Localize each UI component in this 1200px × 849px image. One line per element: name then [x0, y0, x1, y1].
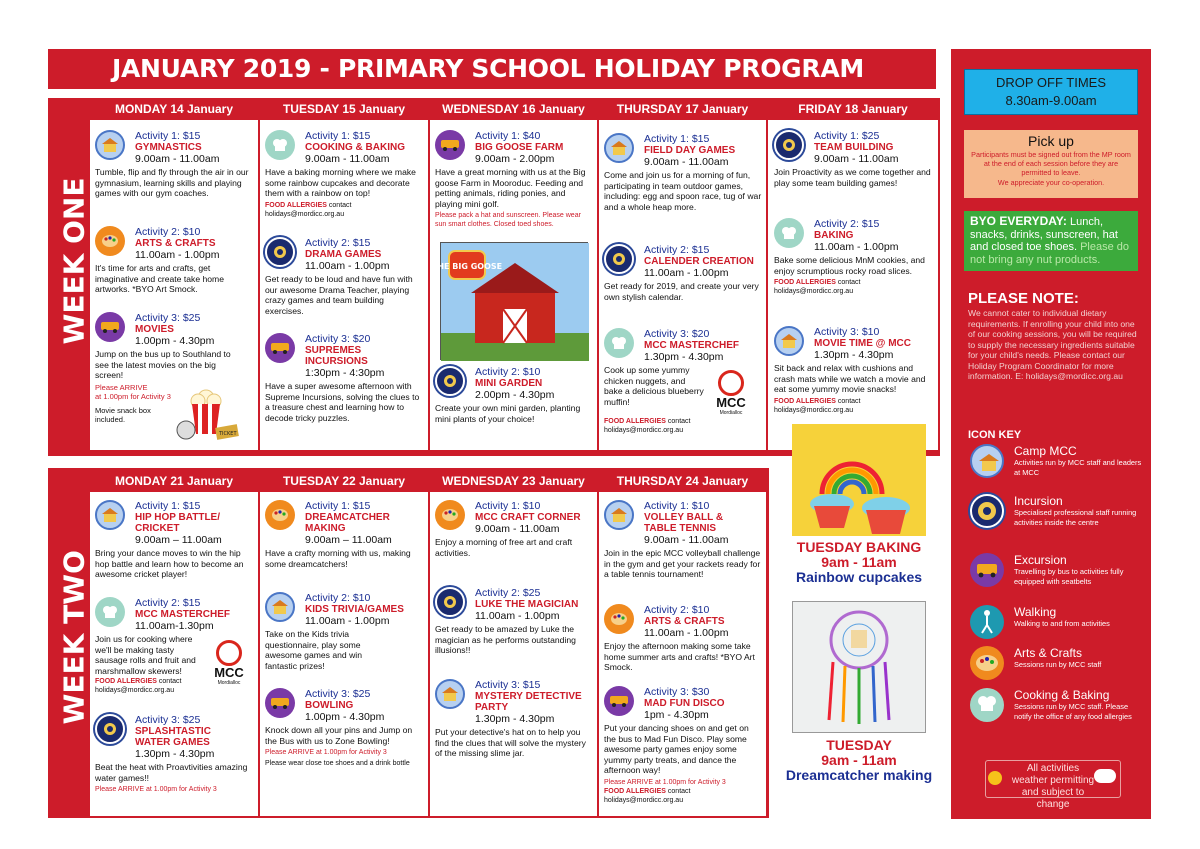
activity-mad-fun-disco: Activity 3: $30 MAD FUN DISCO 1pm - 4.30pm Put your dancing shoes on and get on the bus to Mad Fun Disco. Play some awesome party games enjoy some yummy party treats, and dance the afternoon way! Please ARRIVE at 1.00pm for Activity 3 FOOD ALLERGIES contact holidays@mordicc.org.au [604, 686, 749, 804]
activity-mcc-masterchef-2: Activity 2: $15 MCC MASTERCHEF 11.00am-1.30pm Join us for cooking where we'll be making tasty sausage rolls and fruit and marshmallow skewers! FOOD ALLERGIES contact holidays@mordicc.org.au [95, 597, 230, 694]
activity-splashtastic: Activity 3: $25 SPLASHTASTIC WATER GAMES 1.30pm - 4.30pm Beat the heat with Proavtivities amazing water games!! Please ARRIVE at 1.00pm for Activity 3 [95, 714, 248, 793]
pick-up-box: Pick up Participants must be signed out from the MP room at the end of each session before they are permitted to leave. We appreciate your co-operation. [964, 130, 1138, 198]
dreamcatcher-photo [792, 601, 926, 733]
activity-movies: Activity 3: $25 MOVIES 1.00pm - 4.30pm Jump on the bus up to Southland to see the latest movies on the big screen! Please ARRIVE at 1.00pm for Activity 3 Movie snack box included. [95, 312, 231, 424]
key-cooking-baking: Cooking & Baking Sessions run by MCC staff. Please notify the office of any food allergies [970, 688, 1145, 722]
rainbow-cupcakes-photo [792, 424, 926, 536]
incursion-icon [95, 714, 125, 744]
key-incursion: Incursion Specialised professional staff running activities inside the centre [970, 494, 1145, 528]
day-header: THURSDAY 24 January [599, 470, 766, 492]
chef-hat-icon [95, 597, 125, 627]
chef-hat-icon [604, 328, 634, 358]
camp-mcc-icon [435, 679, 465, 709]
day-header: TUESDAY 15 January [260, 98, 428, 120]
drop-off-times-box: DROP OFF TIMES 8.30am-9.00am [964, 69, 1138, 115]
key-camp-mcc: Camp MCC Activities run by MCC staff and leaders at MCC [970, 444, 1145, 478]
activity-volley-ball: Activity 1: $10 VOLLEY BALL & TABLE TENNIS 9.00am - 11.00am Join in the epic MCC volleyball challenge in the gym and get your rackets ready for a table tennis tournament! [604, 500, 761, 579]
day-header: TUESDAY 22 January [260, 470, 428, 492]
rain-cloud-icon [1094, 769, 1116, 783]
dreamcatcher-caption: TUESDAY 9am - 11am Dreamcatcher making [785, 737, 933, 783]
please-note-body: We cannot cater to individual dietary requirements. If enrolling your child into one of our cooking sessions, you will be required to supply the necessary ingredients suitable for your child's needs. Please contact our Holiday Program Coordinator for more information. E: holidays@mordicc.org.au [968, 308, 1137, 381]
activity-dreamcatcher-making: Activity 1: $15 DREAMCATCHER MAKING 9.00am – 11.00am Have a crafty morning with us, making some dreamcatchers! [265, 500, 411, 569]
chef-hat-icon [265, 130, 295, 160]
activity-arts-crafts: Activity 2: $10 ARTS & CRAFTS 11.00am - 1.00pm It's time for arts and crafts, get imaginative and create take home artworks. *BYO Art Smock. [95, 226, 224, 294]
incursion-icon [435, 587, 465, 617]
activity-arts-crafts-2: Activity 2: $10 ARTS & CRAFTS 11.00am - 1.00pm Enjoy the afternoon making some take home summer arts and crafts! *BYO Art Smock. [604, 604, 755, 672]
activity-luke-the-magician: Activity 2: $25 LUKE THE MAGICIAN 11.00am - 1.00pm Get ready to be amazed by Luke the magician as he performs outstanding illusions!! [435, 587, 579, 655]
day-header: WEDNESDAY 16 January [430, 98, 597, 120]
sun-icon [988, 771, 1002, 785]
walking-icon [970, 605, 1004, 639]
palette-icon [265, 500, 295, 530]
key-excursion: Excursion Travelling by bus to activities fully equipped with seatbelts [970, 553, 1145, 587]
day-header: MONDAY 21 January [90, 470, 258, 492]
camp-mcc-icon [95, 130, 125, 160]
chef-hat-icon [970, 688, 1004, 722]
chef-hat-icon [774, 218, 804, 248]
big-goose-sign: THE BIG GOOSE [431, 262, 503, 271]
activity-kids-trivia: Activity 2: $10 KIDS TRIVIA/GAMES 11.00am - 1.00pm Take on the Kids trivia questionnaire, play some awesome games and win fantastic prizes! [265, 592, 404, 671]
bus-icon [265, 333, 295, 363]
activity-calender-creation: Activity 2: $15 CALENDER CREATION 11.00am - 1.00pm Get ready for 2019, and create your very own stylish calendar. [604, 244, 759, 302]
baking-caption: TUESDAY BAKING 9am - 11am Rainbow cupcakes [795, 539, 923, 585]
big-goose-barn-image [431, 242, 588, 360]
bus-icon [265, 688, 295, 718]
page-title: JANUARY 2019 - PRIMARY SCHOOL HOLIDAY PROGRAM [48, 49, 936, 89]
palette-icon [95, 226, 125, 256]
activity-mcc-masterchef: Activity 3: $20 MCC MASTERCHEF 1.30pm - 4.30pm Cook up some yummy chicken nuggets, and bake a delicious blueberry muffin! FOOD ALLERGIES contact holidays@mordicc.org.au [604, 328, 739, 434]
activity-gymnastics: Activity 1: $15 GYMNASTICS 9.00am - 11.00am Tumble, flip and fly through the air in our gymnasium, learning skills and playing games with our gym coaches. [95, 130, 249, 198]
incursion-icon [435, 366, 465, 396]
activity-movie-time: Activity 3: $10 MOVIE TIME @ MCC 1.30pm - 4.30pm Sit back and relax with cushions and crash mats while we watch a movie and eat some yummy movie snacks! FOOD ALLERGIES contact holidays@mordicc.org.au [774, 326, 926, 414]
mcc-masterchef-logo: MCC Mordialloc [204, 640, 254, 686]
camp-mcc-icon [774, 326, 804, 356]
activity-mcc-craft-corner: Activity 1: $10 MCC CRAFT CORNER 9.00am - 11.00am Enjoy a morning of free art and craft activities. [435, 500, 581, 558]
activity-drama-games: Activity 2: $15 DRAMA GAMES 11.00am - 1.00pm Get ready to be loud and have fun with our awesome Drama Teacher, playing crazy games and team building exercises. [265, 237, 413, 316]
activity-hip-hop-cricket: Activity 1: $15 HIP HOP BATTLE/ CRICKET 9.00am – 11.00am Bring your dance moves to win the hip hop battle and learn how to become an awesome cricket player! [95, 500, 244, 579]
bus-icon [95, 312, 125, 342]
bus-icon [435, 130, 465, 160]
bus-icon [604, 686, 634, 716]
ticket-label: TICKET [219, 431, 237, 437]
incursion-icon [774, 130, 804, 160]
movie-snack-note: Movie snack box included. [95, 405, 151, 424]
incursion-icon [970, 494, 1004, 528]
activity-baking: Activity 2: $15 BAKING 11.00am - 1.00pm Bake some delicious MnM cookies, and enjoy scrumptious rocky road slices. FOOD ALLERGIES contact holidays@mordicc.org.au [774, 218, 925, 295]
camp-mcc-icon [604, 133, 634, 163]
camp-mcc-icon [970, 444, 1004, 478]
activity-mini-garden: Activity 2: $10 MINI GARDEN 2.00pm - 4.30pm Create your own mini garden, planting mini plants of your choice! [435, 366, 581, 424]
icon-key-heading: ICON KEY [968, 429, 1022, 441]
weather-notice: All activities weather permitting and subject to change [985, 760, 1121, 798]
palette-icon [970, 646, 1004, 680]
mcc-masterchef-logo: MCC Mordialloc [706, 370, 756, 416]
day-header: FRIDAY 18 January [768, 98, 938, 120]
key-walking: Walking Walking to and from activities [970, 605, 1145, 629]
key-arts-crafts: Arts & Crafts Sessions run by MCC staff [970, 646, 1145, 670]
week-two-label: WEEK TWO [57, 550, 91, 725]
byo-everyday-box: BYO EVERYDAY: Lunch, snacks, drinks, sunscreen, hat and closed toe shoes. Please do not bring any nut products. [964, 211, 1138, 271]
day-header: THURSDAY 17 January [599, 98, 766, 120]
palette-icon [604, 604, 634, 634]
activity-big-goose-farm: Activity 1: $40 BIG GOOSE FARM 9.00am - 2.00pm Have a great morning with us at the Big goose Farm in Mooroduc. Feeding and petting animals, riding ponies, and playing mini golf. Please pack a hat and sunscreen. Please wear sun smart clothes. Closed toed shoes. [435, 130, 586, 228]
day-header: MONDAY 14 January [90, 98, 258, 120]
palette-icon [435, 500, 465, 530]
please-note-heading: PLEASE NOTE: [968, 290, 1079, 307]
camp-mcc-icon [95, 500, 125, 530]
incursion-icon [265, 237, 295, 267]
activity-field-day-games: Activity 1: $15 FIELD DAY GAMES 9.00am - 11.00am Come and join us for a morning of fun, participating in team outdoor games, including: egg and spoon race, tug of war and a whole heap more. [604, 133, 762, 212]
activity-cooking-baking: Activity 1: $15 COOKING & BAKING 9.00am - 11.00am Have a baking morning where we make some rainbow cupcakes and decorate them with a rainbow on top! FOOD ALLERGIES contact holidays@mordicc.org.au [265, 130, 416, 218]
camp-mcc-icon [604, 500, 634, 530]
activity-bowling: Activity 3: $25 BOWLING 1.00pm - 4.30pm Knock down all your pins and Jump on the Bus with us to Zone Bowling! Please ARRIVE at 1.00pm for Activity 3 Please wear close toe shoes and a drink bottle [265, 688, 413, 767]
popcorn-image [176, 386, 242, 446]
camp-mcc-icon [265, 592, 295, 622]
activity-mystery-detective: Activity 3: $15 MYSTERY DETECTIVE PARTY 1.30pm - 4.30pm Put your detective's hat on to help you find the clues that will solve the mystery of the missing slime jar. [435, 679, 586, 758]
activity-team-building: Activity 1: $25 TEAM BUILDING 9.00am - 11.00am Join Proactivity as we come together and play some team building games! [774, 130, 931, 188]
incursion-icon [604, 244, 634, 274]
day-header: WEDNESDAY 23 January [430, 470, 597, 492]
activity-supremes-incursions: Activity 3: $20 SUPREMES INCURSIONS 1:30pm - 4:30pm Have a super awesome afternoon with Supreme Incursions, solving the clues to a treasure chest and learning how to decode tricky puzzles. [265, 333, 420, 423]
bus-icon [970, 553, 1004, 587]
week-one-label: WEEK ONE [57, 177, 91, 345]
